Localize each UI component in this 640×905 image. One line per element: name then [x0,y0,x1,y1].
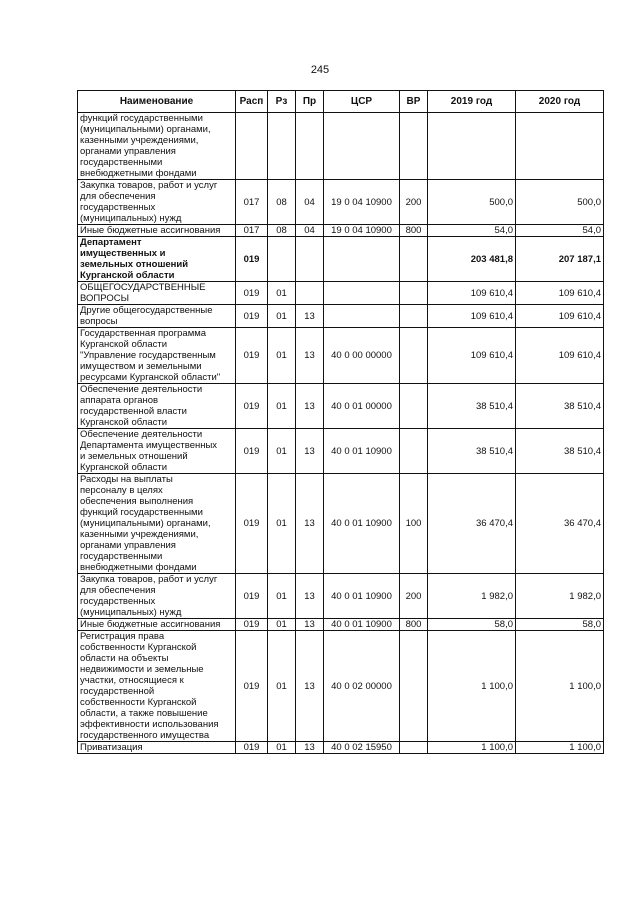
cell-pr: 13 [296,474,324,574]
table-row [78,305,604,328]
cell-vr: 100 [400,474,428,574]
cell-pr: 13 [296,328,324,384]
header-vr: ВР [400,91,428,113]
table-row [78,237,604,282]
cell-y2019: 38 510,4 [428,429,516,474]
cell-vr [400,305,428,328]
cell-name: Иные бюджетные ассигнования [78,225,236,237]
cell-vr [400,328,428,384]
cell-y2019: 38 510,4 [428,384,516,429]
cell-vr [400,742,428,754]
cell-name: Закупка товаров, работ и услуг для обеспечения государственных (муниципальных) нужд [78,574,236,619]
cell-csr: 40 0 01 00000 [324,384,400,429]
cell-csr: 40 0 01 10900 [324,574,400,619]
cell-rz [268,237,296,282]
cell-csr: 40 0 01 10900 [324,474,400,574]
cell-vr [400,113,428,180]
table-row [78,180,604,225]
cell-csr: 40 0 01 10900 [324,619,400,631]
cell-pr [296,237,324,282]
cell-rz: 01 [268,305,296,328]
cell-vr: 200 [400,180,428,225]
table-row [78,619,604,631]
cell-pr: 13 [296,305,324,328]
cell-name: Обеспечение деятельности Департамента имущественных и земельных отношений Курганской области [78,429,236,474]
cell-rasp: 019 [236,429,268,474]
cell-csr [324,282,400,305]
cell-rz: 01 [268,742,296,754]
table-row [78,282,604,305]
cell-y2019: 54,0 [428,225,516,237]
cell-y2019: 1 982,0 [428,574,516,619]
cell-y2020: 58,0 [516,619,604,631]
cell-name: Департамент имущественных и земельных отношений Курганской области [78,237,236,282]
header-2020: 2020 год [516,91,604,113]
page-number: 245 [310,64,330,76]
cell-csr: 40 0 01 10900 [324,429,400,474]
table-row [78,474,604,574]
cell-rasp: 019 [236,328,268,384]
header-rasp: Расп [236,91,268,113]
cell-name: Другие общегосударственные вопросы [78,305,236,328]
table-body [78,113,604,754]
header-row [78,91,604,113]
cell-rasp [236,113,268,180]
table-row [78,631,604,742]
cell-pr: 13 [296,742,324,754]
cell-csr: 40 0 02 15950 [324,742,400,754]
cell-pr [296,113,324,180]
cell-vr [400,384,428,429]
cell-name: Закупка товаров, работ и услуг для обеспечения государственных (муниципальных) нужд [78,180,236,225]
cell-name: Приватизация [78,742,236,754]
cell-y2020: 38 510,4 [516,384,604,429]
cell-y2020: 109 610,4 [516,282,604,305]
cell-rasp: 017 [236,180,268,225]
cell-vr [400,282,428,305]
cell-name: функций государственными (муниципальными) органами, казенными учреждениями, органами управления государственными внебюджетными фондами [78,113,236,180]
cell-y2019: 58,0 [428,619,516,631]
cell-vr [400,631,428,742]
cell-rasp: 019 [236,305,268,328]
header-rz: Рз [268,91,296,113]
cell-csr [324,305,400,328]
cell-rz: 01 [268,574,296,619]
cell-y2019: 109 610,4 [428,328,516,384]
cell-name: Иные бюджетные ассигнования [78,619,236,631]
cell-y2020: 1 100,0 [516,631,604,742]
budget-table [77,90,604,754]
cell-rasp: 019 [236,237,268,282]
cell-csr: 40 0 00 00000 [324,328,400,384]
cell-vr [400,237,428,282]
cell-name: Расходы на выплаты персоналу в целях обеспечения выполнения функций государственными (муниципальными) органами, казенными учреждениями, органами управления государственными внебюджетными фондами [78,474,236,574]
cell-name: ОБЩЕГОСУДАРСТВЕННЫЕ ВОПРОСЫ [78,282,236,305]
cell-y2019 [428,113,516,180]
table-row [78,384,604,429]
cell-y2019: 109 610,4 [428,305,516,328]
cell-y2020: 1 982,0 [516,574,604,619]
cell-pr: 13 [296,574,324,619]
cell-pr: 13 [296,429,324,474]
cell-pr: 04 [296,225,324,237]
cell-csr: 19 0 04 10900 [324,180,400,225]
cell-csr [324,113,400,180]
cell-vr [400,429,428,474]
cell-pr [296,282,324,305]
cell-vr: 800 [400,225,428,237]
cell-y2019: 500,0 [428,180,516,225]
cell-rasp: 019 [236,619,268,631]
table-row [78,742,604,754]
cell-rasp: 019 [236,282,268,305]
cell-rz: 01 [268,384,296,429]
cell-csr [324,237,400,282]
cell-pr: 13 [296,619,324,631]
cell-csr: 40 0 02 00000 [324,631,400,742]
cell-name: Обеспечение деятельности аппарата органов государственной власти Курганской области [78,384,236,429]
cell-rz: 01 [268,328,296,384]
cell-rz: 01 [268,474,296,574]
cell-y2020 [516,113,604,180]
cell-rasp: 019 [236,474,268,574]
cell-pr: 13 [296,384,324,429]
cell-y2020: 36 470,4 [516,474,604,574]
cell-rz: 01 [268,619,296,631]
table-row [78,328,604,384]
cell-name: Регистрация права собственности Курганской области на объекты недвижимости и земельные участки, относящиеся к государственной собственности Курганской области, а также повышение эффективности использования государственного имущества [78,631,236,742]
table-row [78,225,604,237]
cell-name: Государственная программа Курганской области "Управление государственным имуществом и земельными ресурсами Курганской области" [78,328,236,384]
cell-rasp: 019 [236,742,268,754]
cell-rasp: 017 [236,225,268,237]
table-row [78,429,604,474]
cell-rz: 08 [268,225,296,237]
cell-y2019: 1 100,0 [428,742,516,754]
header-csr: ЦСР [324,91,400,113]
cell-pr: 13 [296,631,324,742]
cell-y2020: 500,0 [516,180,604,225]
cell-y2019: 36 470,4 [428,474,516,574]
cell-rasp: 019 [236,574,268,619]
cell-y2020: 38 510,4 [516,429,604,474]
cell-y2019: 109 610,4 [428,282,516,305]
cell-rz [268,113,296,180]
cell-rz: 01 [268,282,296,305]
cell-rz: 08 [268,180,296,225]
cell-csr: 19 0 04 10900 [324,225,400,237]
header-pr: Пр [296,91,324,113]
cell-rasp: 019 [236,631,268,742]
table-row [78,113,604,180]
cell-y2020: 207 187,1 [516,237,604,282]
cell-rasp: 019 [236,384,268,429]
cell-y2019: 1 100,0 [428,631,516,742]
cell-vr: 800 [400,619,428,631]
cell-pr: 04 [296,180,324,225]
cell-y2019: 203 481,8 [428,237,516,282]
table-row [78,574,604,619]
header-2019: 2019 год [428,91,516,113]
cell-vr: 200 [400,574,428,619]
cell-y2020: 109 610,4 [516,328,604,384]
cell-y2020: 1 100,0 [516,742,604,754]
cell-rz: 01 [268,631,296,742]
cell-rz: 01 [268,429,296,474]
header-name: Наименование [78,91,236,113]
cell-y2020: 54,0 [516,225,604,237]
cell-y2020: 109 610,4 [516,305,604,328]
